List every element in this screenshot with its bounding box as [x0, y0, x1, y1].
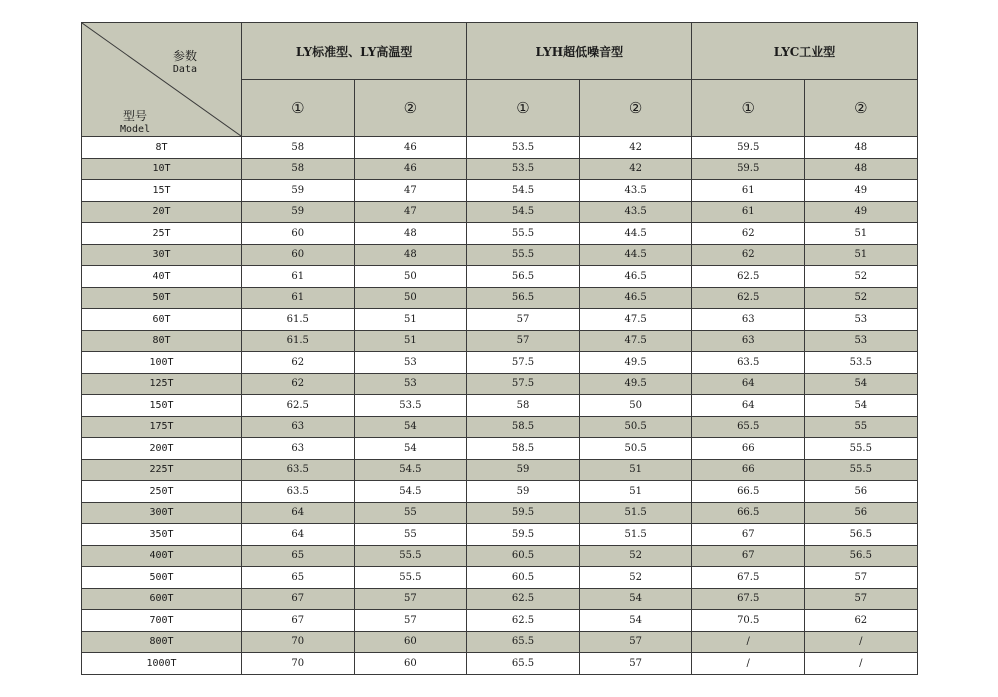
- model-cell: 80T: [82, 330, 242, 352]
- value-cell: 65.5: [467, 631, 580, 653]
- model-cell: 200T: [82, 438, 242, 460]
- value-cell: 53.5: [805, 352, 918, 374]
- value-cell: 70: [242, 631, 355, 653]
- group-header-lyc: LYC工业型: [692, 23, 917, 80]
- value-cell: 50: [354, 266, 467, 288]
- value-cell: 46.5: [579, 266, 692, 288]
- model-cell: 60T: [82, 309, 242, 331]
- value-cell: 67: [692, 524, 805, 546]
- value-cell: 63.5: [692, 352, 805, 374]
- value-cell: 55.5: [805, 459, 918, 481]
- table-row: [82, 330, 918, 352]
- corner-top-label: [173, 49, 197, 77]
- value-cell: 62: [692, 244, 805, 266]
- model-cell: 15T: [82, 180, 242, 202]
- value-cell: 62.5: [692, 266, 805, 288]
- value-cell: 50.5: [579, 438, 692, 460]
- model-cell: 500T: [82, 567, 242, 589]
- value-cell: 54: [354, 416, 467, 438]
- table-row: [82, 201, 918, 223]
- model-cell: 150T: [82, 395, 242, 417]
- value-cell: 53.5: [467, 137, 580, 159]
- value-cell: 62.5: [467, 610, 580, 632]
- value-cell: 66.5: [692, 502, 805, 524]
- group-header-ly: LY标准型、LY高温型: [242, 23, 467, 80]
- table-row: [82, 352, 918, 374]
- value-cell: 49.5: [579, 352, 692, 374]
- table-row: [82, 373, 918, 395]
- value-cell: 63: [692, 330, 805, 352]
- table-row: [82, 309, 918, 331]
- model-cell: 225T: [82, 459, 242, 481]
- value-cell: 57: [467, 309, 580, 331]
- value-cell: 43.5: [579, 201, 692, 223]
- value-cell: 55: [354, 524, 467, 546]
- value-cell: 46.5: [579, 287, 692, 309]
- value-cell: 52: [579, 545, 692, 567]
- value-cell: 44.5: [579, 244, 692, 266]
- value-cell: 54.5: [467, 180, 580, 202]
- value-cell: 56.5: [467, 266, 580, 288]
- model-cell: 300T: [82, 502, 242, 524]
- value-cell: 66: [692, 459, 805, 481]
- value-cell: 67: [692, 545, 805, 567]
- value-cell: 53: [354, 352, 467, 374]
- model-cell: 100T: [82, 352, 242, 374]
- value-cell: /: [692, 631, 805, 653]
- value-cell: 63: [692, 309, 805, 331]
- value-cell: 64: [692, 373, 805, 395]
- value-cell: 59: [242, 201, 355, 223]
- model-cell: 800T: [82, 631, 242, 653]
- value-cell: 62: [692, 223, 805, 245]
- value-cell: 54: [805, 373, 918, 395]
- value-cell: 60: [354, 631, 467, 653]
- table-row: [82, 180, 918, 202]
- value-cell: 56.5: [805, 545, 918, 567]
- value-cell: 58: [242, 137, 355, 159]
- value-cell: 57: [467, 330, 580, 352]
- value-cell: 54: [354, 438, 467, 460]
- value-cell: 56: [805, 481, 918, 503]
- table-row: [82, 395, 918, 417]
- model-cell: 20T: [82, 201, 242, 223]
- value-cell: 48: [354, 244, 467, 266]
- corner-bottom-label: [120, 109, 150, 137]
- value-cell: 44.5: [579, 223, 692, 245]
- value-cell: 52: [805, 287, 918, 309]
- value-cell: 65.5: [692, 416, 805, 438]
- value-cell: 42: [579, 158, 692, 180]
- header-row-groups: [82, 23, 918, 80]
- model-cell: 125T: [82, 373, 242, 395]
- table-row: [82, 266, 918, 288]
- value-cell: 51: [354, 330, 467, 352]
- value-cell: /: [805, 631, 918, 653]
- value-cell: 54: [579, 610, 692, 632]
- model-cell: 8T: [82, 137, 242, 159]
- value-cell: 54.5: [354, 481, 467, 503]
- value-cell: 61.5: [242, 309, 355, 331]
- table-row: [82, 158, 918, 180]
- value-cell: 66: [692, 438, 805, 460]
- model-cell: 30T: [82, 244, 242, 266]
- sub-label-cell: ②: [579, 80, 692, 137]
- value-cell: 51: [579, 481, 692, 503]
- value-cell: 70: [242, 653, 355, 675]
- spec-table: [81, 22, 918, 675]
- table-row: [82, 631, 918, 653]
- value-cell: 59.5: [692, 137, 805, 159]
- corner-top-cn: 参数: [172, 49, 197, 63]
- table-row: [82, 459, 918, 481]
- value-cell: 57: [579, 631, 692, 653]
- value-cell: 50: [354, 287, 467, 309]
- value-cell: 55.5: [467, 244, 580, 266]
- value-cell: 54.5: [354, 459, 467, 481]
- value-cell: 59: [467, 459, 580, 481]
- value-cell: 60.5: [467, 567, 580, 589]
- value-cell: 53.5: [467, 158, 580, 180]
- sub-label-cell: ②: [354, 80, 467, 137]
- value-cell: 58: [467, 395, 580, 417]
- value-cell: 59: [467, 481, 580, 503]
- table-row: [82, 287, 918, 309]
- value-cell: 59.5: [692, 158, 805, 180]
- value-cell: 70.5: [692, 610, 805, 632]
- value-cell: 48: [805, 158, 918, 180]
- model-cell: 700T: [82, 610, 242, 632]
- value-cell: 50.5: [579, 416, 692, 438]
- table-row: [82, 416, 918, 438]
- value-cell: 64: [242, 524, 355, 546]
- value-cell: 53: [354, 373, 467, 395]
- value-cell: 47: [354, 180, 467, 202]
- value-cell: 59.5: [467, 502, 580, 524]
- value-cell: 67: [242, 588, 355, 610]
- value-cell: 51.5: [579, 502, 692, 524]
- value-cell: 58.5: [467, 438, 580, 460]
- value-cell: /: [805, 653, 918, 675]
- sub-label-cell: ①: [242, 80, 355, 137]
- sub-label-cell: ①: [692, 80, 805, 137]
- value-cell: 42: [579, 137, 692, 159]
- value-cell: 56: [805, 502, 918, 524]
- model-cell: 10T: [82, 158, 242, 180]
- model-cell: 50T: [82, 287, 242, 309]
- value-cell: 60: [242, 244, 355, 266]
- group-header-lyh: LYH超低噪音型: [467, 23, 692, 80]
- table-row: [82, 223, 918, 245]
- value-cell: 57.5: [467, 373, 580, 395]
- value-cell: 63.5: [242, 459, 355, 481]
- value-cell: /: [692, 653, 805, 675]
- value-cell: 57.5: [467, 352, 580, 374]
- value-cell: 57: [579, 653, 692, 675]
- model-cell: 250T: [82, 481, 242, 503]
- table-row: [82, 502, 918, 524]
- value-cell: 57: [354, 610, 467, 632]
- value-cell: 57: [354, 588, 467, 610]
- value-cell: 54.5: [467, 201, 580, 223]
- value-cell: 58.5: [467, 416, 580, 438]
- corner-bottom-cn: 型号: [123, 109, 148, 123]
- value-cell: 64: [692, 395, 805, 417]
- value-cell: 67: [242, 610, 355, 632]
- value-cell: 60.5: [467, 545, 580, 567]
- value-cell: 49.5: [579, 373, 692, 395]
- value-cell: 51: [354, 309, 467, 331]
- value-cell: 55.5: [467, 223, 580, 245]
- table-row: [82, 588, 918, 610]
- value-cell: 51: [579, 459, 692, 481]
- value-cell: 47: [354, 201, 467, 223]
- spec-table-wrapper: [81, 22, 917, 675]
- value-cell: 47.5: [579, 309, 692, 331]
- model-cell: 25T: [82, 223, 242, 245]
- value-cell: 63.5: [242, 481, 355, 503]
- value-cell: 54: [805, 395, 918, 417]
- value-cell: 66.5: [692, 481, 805, 503]
- table-row: [82, 438, 918, 460]
- table-row: [82, 567, 918, 589]
- value-cell: 51: [805, 223, 918, 245]
- value-cell: 67.5: [692, 588, 805, 610]
- value-cell: 62.5: [692, 287, 805, 309]
- value-cell: 62: [242, 373, 355, 395]
- value-cell: 64: [242, 502, 355, 524]
- table-row: [82, 137, 918, 159]
- value-cell: 46: [354, 158, 467, 180]
- value-cell: 62: [805, 610, 918, 632]
- value-cell: 61.5: [242, 330, 355, 352]
- value-cell: 53: [805, 330, 918, 352]
- value-cell: 61: [242, 266, 355, 288]
- value-cell: 48: [354, 223, 467, 245]
- value-cell: 60: [242, 223, 355, 245]
- table-row: [82, 481, 918, 503]
- value-cell: 59: [242, 180, 355, 202]
- value-cell: 63: [242, 416, 355, 438]
- value-cell: 57: [805, 588, 918, 610]
- value-cell: 61: [242, 287, 355, 309]
- corner-bottom-en: Model: [120, 124, 151, 135]
- value-cell: 62: [242, 352, 355, 374]
- value-cell: 56.5: [467, 287, 580, 309]
- model-cell: 1000T: [82, 653, 242, 675]
- table-row: [82, 545, 918, 567]
- value-cell: 53: [805, 309, 918, 331]
- value-cell: 56.5: [805, 524, 918, 546]
- value-cell: 67.5: [692, 567, 805, 589]
- value-cell: 47.5: [579, 330, 692, 352]
- table-row: [82, 244, 918, 266]
- value-cell: 51.5: [579, 524, 692, 546]
- value-cell: 52: [579, 567, 692, 589]
- value-cell: 46: [354, 137, 467, 159]
- table-body: [82, 137, 918, 675]
- model-cell: 350T: [82, 524, 242, 546]
- value-cell: 53.5: [354, 395, 467, 417]
- value-cell: 49: [805, 180, 918, 202]
- value-cell: 61: [692, 180, 805, 202]
- value-cell: 51: [805, 244, 918, 266]
- value-cell: 62.5: [467, 588, 580, 610]
- value-cell: 54: [579, 588, 692, 610]
- model-cell: 400T: [82, 545, 242, 567]
- value-cell: 61: [692, 201, 805, 223]
- table-row: [82, 653, 918, 675]
- table-row: [82, 524, 918, 546]
- value-cell: 57: [805, 567, 918, 589]
- model-cell: 40T: [82, 266, 242, 288]
- value-cell: 55.5: [805, 438, 918, 460]
- value-cell: 48: [805, 137, 918, 159]
- value-cell: 55.5: [354, 545, 467, 567]
- corner-top-en: Data: [172, 64, 197, 75]
- value-cell: 52: [805, 266, 918, 288]
- value-cell: 50: [579, 395, 692, 417]
- table-row: [82, 610, 918, 632]
- value-cell: 58: [242, 158, 355, 180]
- value-cell: 59.5: [467, 524, 580, 546]
- value-cell: 65: [242, 567, 355, 589]
- value-cell: 65: [242, 545, 355, 567]
- corner-header-cell: [82, 23, 242, 137]
- value-cell: 60: [354, 653, 467, 675]
- sub-label-cell: ②: [805, 80, 918, 137]
- value-cell: 55: [354, 502, 467, 524]
- value-cell: 55: [805, 416, 918, 438]
- value-cell: 43.5: [579, 180, 692, 202]
- value-cell: 62.5: [242, 395, 355, 417]
- value-cell: 63: [242, 438, 355, 460]
- value-cell: 65.5: [467, 653, 580, 675]
- sub-label-cell: ①: [467, 80, 580, 137]
- model-cell: 600T: [82, 588, 242, 610]
- model-cell: 175T: [82, 416, 242, 438]
- value-cell: 49: [805, 201, 918, 223]
- value-cell: 55.5: [354, 567, 467, 589]
- diagonal-divider: [82, 23, 241, 136]
